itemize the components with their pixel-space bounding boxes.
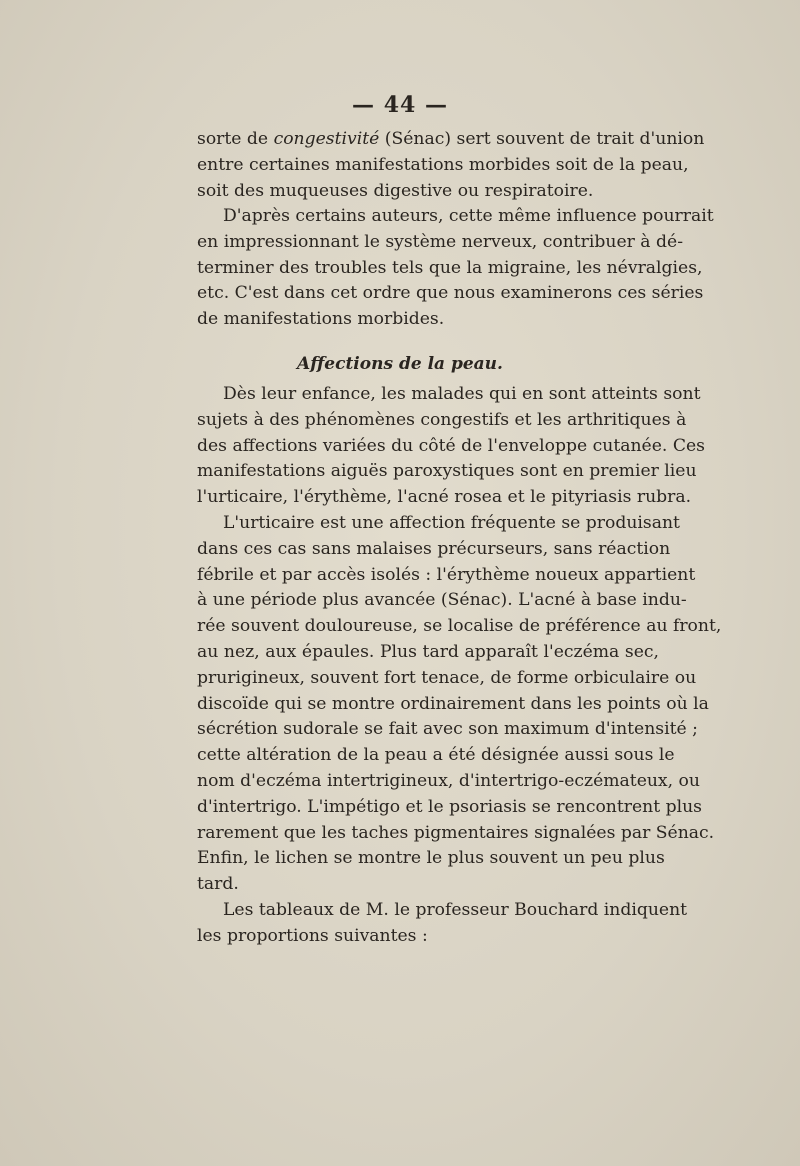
term-congestivite: congestivité xyxy=(273,129,380,149)
text-line: cette altération de la peau a été désignée aussi sous le xyxy=(197,745,675,766)
text-line: prurigineux, souvent fort tenace, de forme orbiculaire ou xyxy=(197,667,697,688)
paragraph-5 xyxy=(197,898,688,950)
text-line: au nez, aux épaules. Plus tard apparaît l'eczéma sec, xyxy=(197,641,659,662)
paragraph-1 xyxy=(197,127,705,204)
text-line: sécrétion sudorale se fait avec son maximum d'intensité ; xyxy=(197,719,698,740)
paragraph-2 xyxy=(197,204,714,333)
text-line: dans ces cas sans malaises précurseurs, sans réaction xyxy=(197,538,671,559)
text-line: Dès leur enfance, les malades qui en sont atteints sont xyxy=(223,384,701,404)
text-line: fébrile et par accès isolés : l'érythème noueux appartient xyxy=(197,564,696,585)
paragraph-3 xyxy=(197,382,705,511)
text-line: tard. xyxy=(197,874,239,895)
text-line: nom d'eczéma intertrigineux, d'intertrigo-eczémateux, ou xyxy=(197,770,700,791)
text-line: d'intertrigo. L'impétigo et le psoriasis se rencontrent plus xyxy=(197,796,702,817)
paragraph-4 xyxy=(197,511,722,898)
text-line: rée souvent douloureuse, se localise de préférence au front, xyxy=(197,616,722,637)
page-number: — 44 — xyxy=(352,92,448,118)
text-line: sujets à des phénomènes congestifs et les arthritiques à xyxy=(197,409,687,430)
text-line: Les tableaux de M. le professeur Bouchard indiquent xyxy=(223,900,688,920)
text-line: des affections variées du côté de l'enveloppe cutanée. Ces xyxy=(197,435,705,456)
text-line: entre certaines manifestations morbides soit de la peau, xyxy=(197,154,689,175)
text-line: D'après certains auteurs, cette même influence pourrait xyxy=(223,206,714,226)
text-line: etc. C'est dans cet ordre que nous examinerons ces séries xyxy=(197,283,704,304)
text-line: sorte de congestivité (Sénac) sert souvent de trait d'union xyxy=(197,129,705,149)
text-line: l'urticaire, l'érythème, l'acné rosea et le pityriasis rubra. xyxy=(197,487,692,508)
text-line: terminer des troubles tels que la migraine, les névralgies, xyxy=(197,257,703,278)
text-line: rarement que les taches pigmentaires signalées par Sénac. xyxy=(197,822,715,843)
text-line: à une période plus avancée (Sénac). L'acné à base indu- xyxy=(197,590,687,611)
text-line: soit des muqueuses digestive ou respiratoire. xyxy=(197,180,594,201)
text-line: manifestations aiguës paroxystiques sont en premier lieu xyxy=(197,461,697,482)
text-line: discoïde qui se montre ordinairement dans les points où la xyxy=(197,693,709,714)
text-line: les proportions suivantes : xyxy=(197,925,428,946)
text-line: en impressionnant le système nerveux, contribuer à dé- xyxy=(197,231,684,252)
section-heading: Affections de la peau. xyxy=(297,354,503,374)
text-line: L'urticaire est une affection fréquente se produisant xyxy=(223,513,680,533)
text-line: de manifestations morbides. xyxy=(197,309,445,330)
text-line: Enfin, le lichen se montre le plus souvent un peu plus xyxy=(197,848,665,869)
